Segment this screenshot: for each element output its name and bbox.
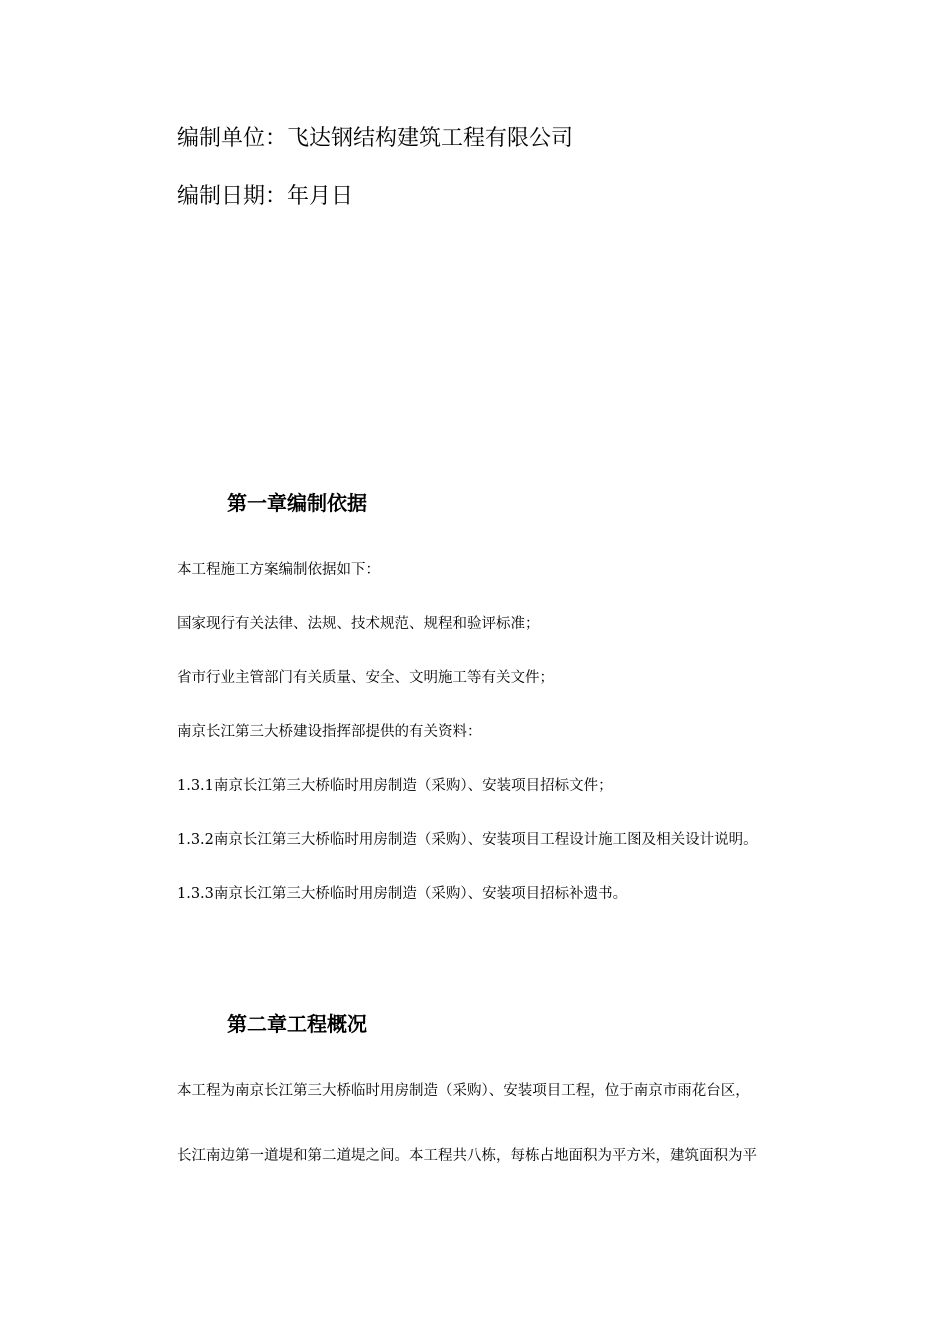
- chapter-1-paragraph: 1.3.2南京长江第三大桥临时用房制造（采购）、安装项目工程设计施工图及相关设计说明。: [177, 832, 758, 848]
- chapter-1-paragraph: 国家现行有关法律、法规、技术规范、规程和验评标准；: [177, 616, 540, 632]
- chapter-2-paragraph: 长江南边第一道堤和第二道堤之间。本工程共八栋，每栋占地面积为平方米，建筑面积为平: [177, 1148, 757, 1164]
- chapter-1-title: 第一章编制依据: [227, 491, 367, 515]
- chapter-2-title: 第二章工程概况: [227, 1012, 367, 1036]
- chapter-1-paragraph: 本工程施工方案编制依据如下：: [177, 562, 380, 578]
- chapter-1-paragraph: 1.3.1南京长江第三大桥临时用房制造（采购）、安装项目招标文件；: [177, 778, 613, 794]
- chapter-2-paragraph: 本工程为南京长江第三大桥临时用房制造（采购）、安装项目工程，位于南京市雨花台区，: [177, 1083, 750, 1099]
- chapter-1-paragraph: 南京长江第三大桥建设指挥部提供的有关资料：: [177, 724, 482, 740]
- compiling-unit-line: 编制单位：飞达钢结构建筑工程有限公司: [177, 126, 574, 151]
- chapter-1-paragraph: 省市行业主管部门有关质量、安全、文明施工等有关文件；: [177, 670, 554, 686]
- compiling-date-line: 编制日期：年月日: [177, 184, 354, 209]
- chapter-1-paragraph: 1.3.3南京长江第三大桥临时用房制造（采购）、安装项目招标补遗书。: [177, 886, 628, 902]
